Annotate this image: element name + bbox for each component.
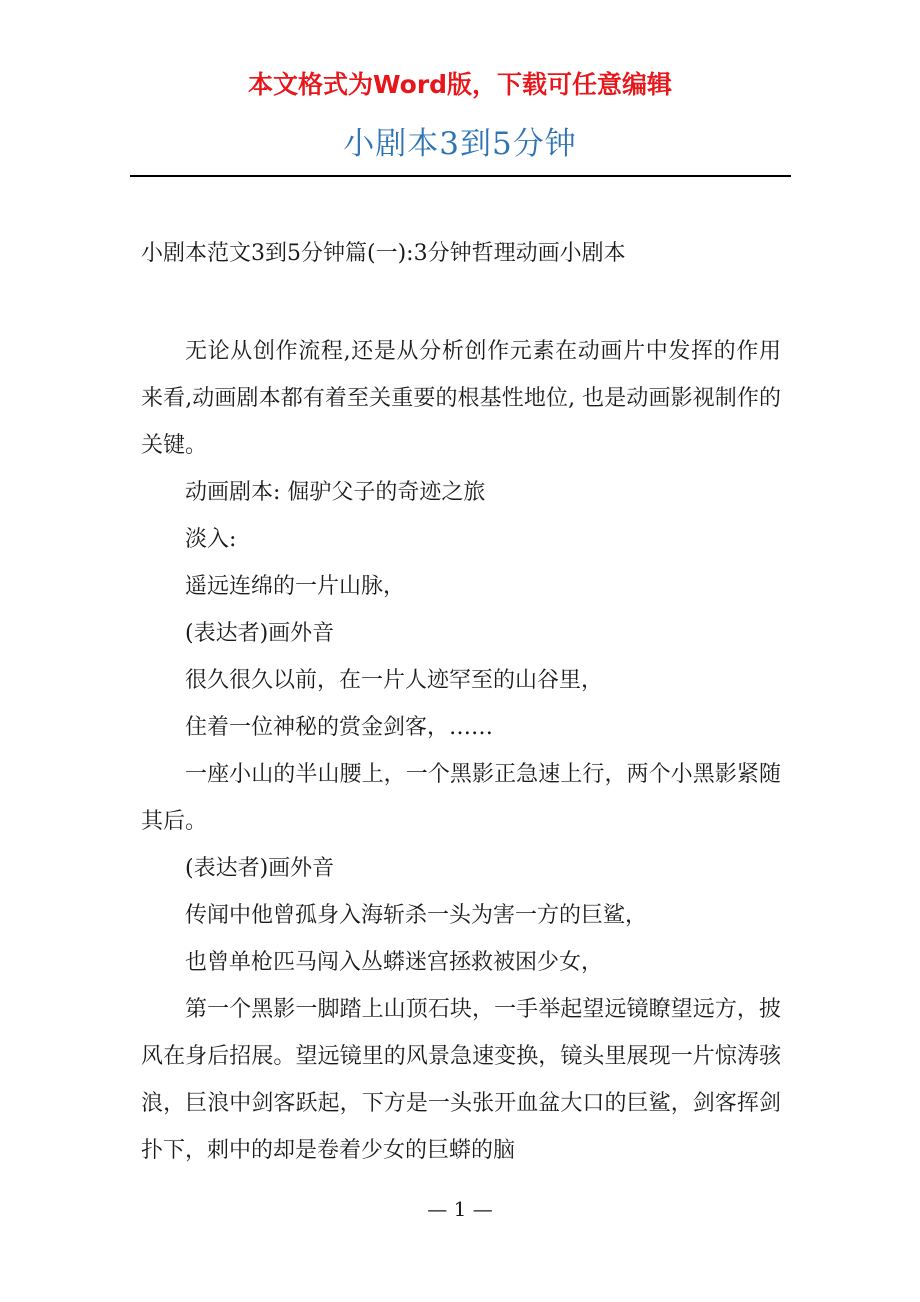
header-divider [130, 175, 791, 177]
word-format-notice: 本文格式为Word版，下载可任意编辑 [247, 70, 673, 99]
paragraph: 一座小山的半山腰上，一个黑影正急速上行，两个小黑影紧随其后。 [141, 762, 781, 834]
section-subtitle: 小剧本范文3到5分钟篇(一):3分钟哲理动画小剧本 [141, 241, 626, 266]
paragraph: 很久很久以前，在一片人迹罕至的山谷里， [185, 668, 604, 693]
paragraph: (表达者)画外音 [185, 856, 335, 881]
paragraph: (表达者)画外音 [185, 621, 335, 646]
body-paragraphs [141, 328, 781, 1174]
paragraph: 传闻中他曾孤身入海斩杀一头为害一方的巨鲨， [185, 903, 648, 928]
paragraph: 淡入: [185, 527, 237, 552]
paragraph: 动画剧本: 倔驴父子的奇迹之旅 [185, 480, 486, 505]
document-title: 小剧本3到5分钟 [343, 126, 577, 162]
paragraph: 无论从创作流程,还是从分析创作元素在动画片中发挥的作用来看,动画剧本都有着至关重要的根基性地位, 也是动画影视制作的关键。 [141, 339, 781, 458]
page-number: — 1 — [427, 1197, 493, 1221]
paragraph: 也曾单枪匹马闯入丛蟒迷宫拯救被困少女， [185, 950, 604, 975]
paragraph: 住着一位神秘的赏金剑客，…… [185, 715, 494, 740]
paragraph: 遥远连绵的一片山脉， [185, 574, 406, 599]
paragraph: 第一个黑影一脚踏上山顶石块，一手举起望远镜瞭望远方，披风在身后招展。望远镜里的风景急速变换，镜头里展现一片惊涛骇浪，巨浪中剑客跃起，下方是一头张开血盆大口的巨鲨，剑客挥剑扑下，刺中的却是卷着少女的巨蟒的脑 [141, 997, 781, 1163]
